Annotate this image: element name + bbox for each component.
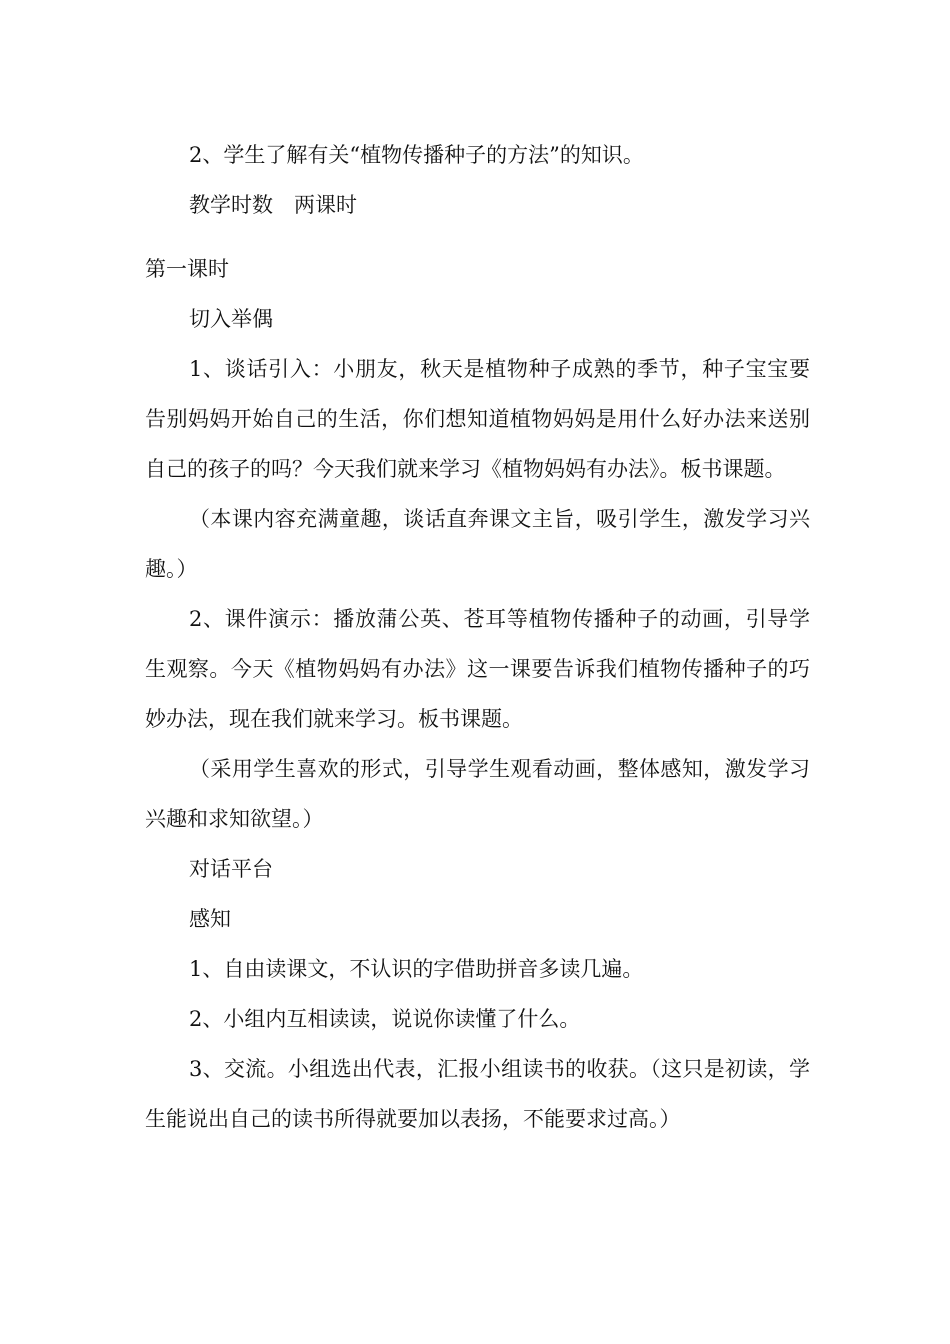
section-gap xyxy=(145,230,810,244)
objective-2: 2、学生了解有关“植物传播种子的方法”的知识。 xyxy=(189,143,644,167)
document-body xyxy=(145,130,810,1144)
intro-step-1: 1、谈话引入：小朋友，秋天是植物种子成熟的季节，种子宝宝要告别妈妈开始自己的生活，你们想知道植物妈妈是用什么好办法来送别自己的孩子的吗？今天我们就来学习《植物妈妈有办法》。板书课题。 xyxy=(145,357,810,481)
lesson-heading: 第一课时 xyxy=(145,257,229,281)
subsection-heading-perception: 感知 xyxy=(189,907,231,931)
perception-step-1: 1、自由读课文，不认识的字借助拼音多读几遍。 xyxy=(189,957,644,981)
teaching-hours: 教学时数 两课时 xyxy=(189,193,357,217)
section-heading-dialogue: 对话平台 xyxy=(189,857,273,881)
intro-step-2: 2、课件演示：播放蒲公英、苍耳等植物传播种子的动画，引导学生观察。今天《植物妈妈有办法》这一课要告诉我们植物传播种子的巧妙办法，现在我们就来学习。板书课题。 xyxy=(145,607,810,731)
section-heading-intro: 切入举偶 xyxy=(189,307,273,331)
intro-note-2: （采用学生喜欢的形式，引导学生观看动画，整体感知，激发学习兴趣和求知欲望。） xyxy=(145,757,810,831)
perception-step-2: 2、小组内互相读读，说说你读懂了什么。 xyxy=(189,1007,581,1031)
intro-note-1: （本课内容充满童趣，谈话直奔课文主旨，吸引学生，激发学习兴趣。） xyxy=(145,507,810,581)
perception-step-3: 3、交流。小组选出代表，汇报小组读书的收获。（这只是初读，学生能说出自己的读书所得就要加以表扬，不能要求过高。） xyxy=(145,1057,810,1131)
